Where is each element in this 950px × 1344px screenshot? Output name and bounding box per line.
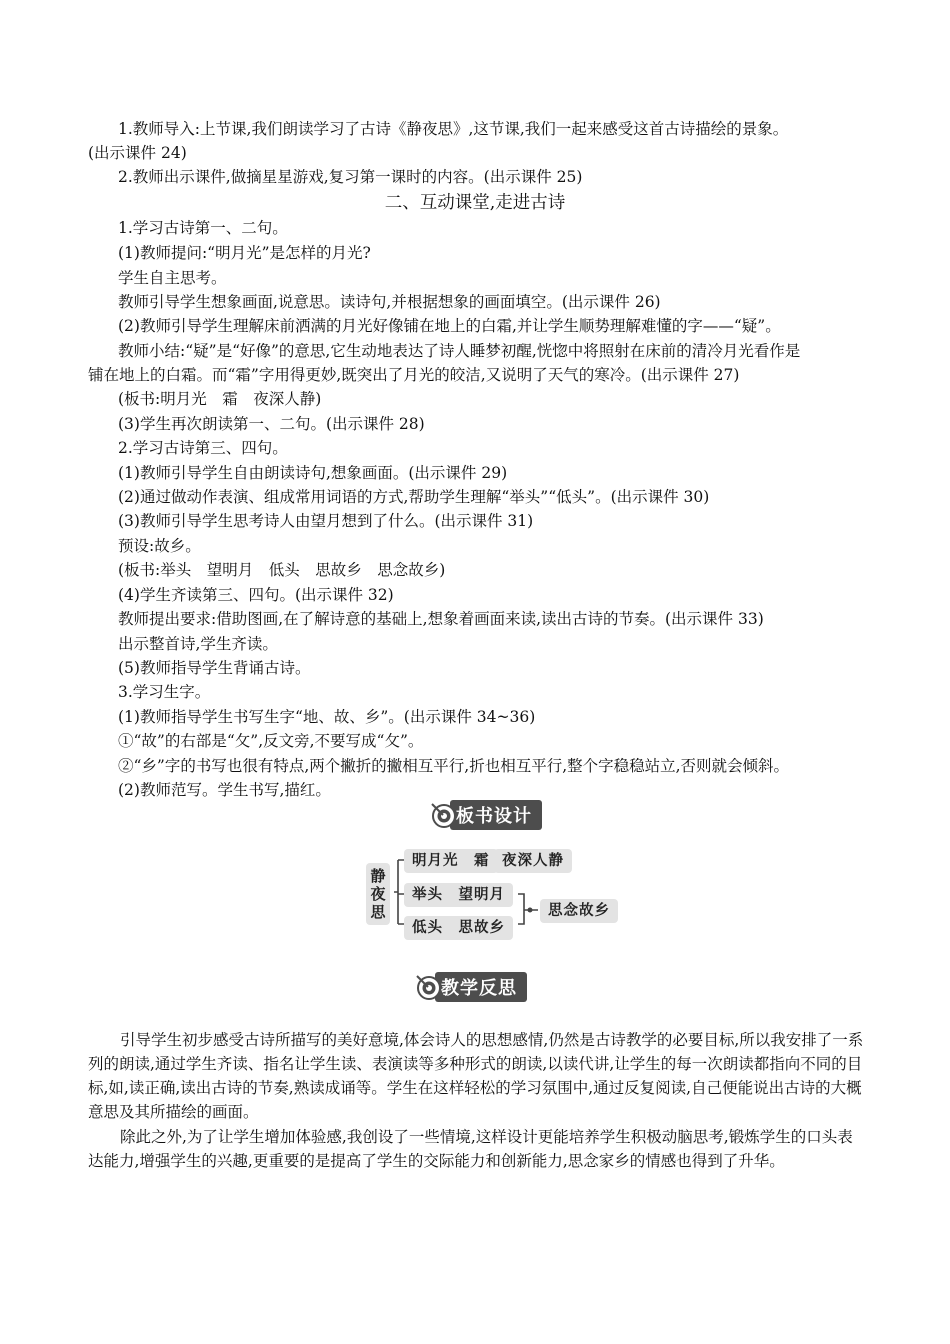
body-line: (板书:明月光 霜 夜深人静)	[118, 390, 322, 408]
intro-line-1-cont: (出示课件 24)	[88, 144, 187, 162]
intro-line-1: 1.教师导入:上节课,我们朗读学习了古诗《静夜思》,这节课,我们一起来感受这首古诗描绘的景象。	[118, 120, 789, 138]
body-line: 教师引导学生想象画面,说意思。读诗句,并根据想象的画面填空。(出示课件 26)	[118, 293, 661, 311]
body-line: (3)教师引导学生思考诗人由望月想到了什么。(出示课件 31)	[118, 512, 534, 530]
body-line: 教师小结:“疑”是“好像”的意思,它生动地表达了诗人睡梦初醒,恍惚中将照射在床前的清冷月光看作是	[118, 342, 801, 360]
body-line: 预设:故乡。	[118, 537, 201, 555]
body-line: 教师提出要求:借助图画,在了解诗意的基础上,想象着画面来读,读出古诗的节奏。(出示课件 33)	[118, 610, 764, 628]
board-row-1-right: 夜深人静	[494, 849, 572, 873]
target-icon	[430, 802, 456, 828]
body-line: ②“乡”字的书写也很有特点,两个撇折的撇相互平行,折也相互平行,整个字稳稳站立,否则就会倾斜。	[118, 757, 790, 775]
board-summary: 思念故乡	[540, 899, 618, 923]
body-line: 学生自主思考。	[118, 269, 227, 287]
body-line: 铺在地上的白霜。而“霜”字用得更妙,既突出了月光的皎洁,又说明了天气的寒冷。(出示课件 27)	[88, 366, 740, 384]
reflection-paragraph-1: 引导学生初步感受古诗所描写的美好意境,体会诗人的思想感情,仍然是古诗教学的必要目标,所以我安排了一系列的朗读,通过学生齐读、指名让学生读、表演读等多种形式的朗读,以读代讲,让学生的每一次朗读都指向不同的目标,如,读正确,读出古诗的节奏,熟读成诵等。学生在这样轻松的学习氛围中,通过反复阅读,自己便能说出古诗的大概意思及其所描绘的画面。	[88, 1031, 864, 1121]
teaching-reflection-banner	[415, 972, 527, 1002]
body-line: 1.学习古诗第一、二句。	[118, 219, 288, 237]
board-title: 静 夜 思	[366, 863, 390, 925]
board-row-2: 举头 望明月	[404, 883, 513, 907]
body-line: (3)学生再次朗读第一、二句。(出示课件 28)	[118, 415, 425, 433]
body-line: 3.学习生字。	[118, 683, 211, 701]
board-row-1: 明月光 霜	[404, 849, 498, 873]
body-line: (5)教师指导学生背诵古诗。	[118, 659, 311, 677]
target-icon	[415, 974, 441, 1000]
body-line: (板书:举头 望明月 低头 思故乡 思念故乡)	[118, 561, 446, 579]
body-line: ①“故”的右部是“攵”,反文旁,不要写成“攵”。	[118, 732, 424, 750]
body-line: (2)通过做动作表演、组成常用词语的方式,帮助学生理解“举头”“低头”。(出示课件 30)	[118, 488, 710, 506]
body-line: (2)教师范写。学生书写,描红。	[118, 781, 331, 799]
intro-line-2: 2.教师出示课件,做摘星星游戏,复习第一课时的内容。(出示课件 25)	[118, 168, 583, 186]
body-line: 出示整首诗,学生齐读。	[118, 635, 278, 653]
body-line: (2)教师引导学生理解床前洒满的月光好像铺在地上的白霜,并让学生顺势理解难懂的字——“疑”。	[118, 317, 781, 335]
banner-title: 教学反思	[435, 972, 527, 1002]
body-line: (1)教师引导学生自由朗读诗句,想象画面。(出示课件 29)	[118, 464, 508, 482]
board-row-3: 低头 思故乡	[404, 916, 513, 940]
board-design-banner	[430, 800, 542, 830]
body-line: (1)教师指导学生书写生字“地、故、乡”。(出示课件 34~36)	[118, 708, 536, 726]
body-line: 2.学习古诗第三、四句。	[118, 439, 288, 457]
section-title: 二、互动课堂,走进古诗	[384, 193, 566, 213]
reflection-paragraph-2: 除此之外,为了让学生增加体验感,我创设了一些情境,这样设计更能培养学生积极动脑思考,锻炼学生的口头表达能力,增强学生的兴趣,更重要的是提高了学生的交际能力和创新能力,思念家乡的情感也得到了升华。	[88, 1128, 853, 1170]
body-line: (1)教师提问:“明月光”是怎样的月光?	[118, 244, 371, 262]
banner-title: 板书设计	[450, 800, 542, 830]
body-line: (4)学生齐读第三、四句。(出示课件 32)	[118, 586, 394, 604]
